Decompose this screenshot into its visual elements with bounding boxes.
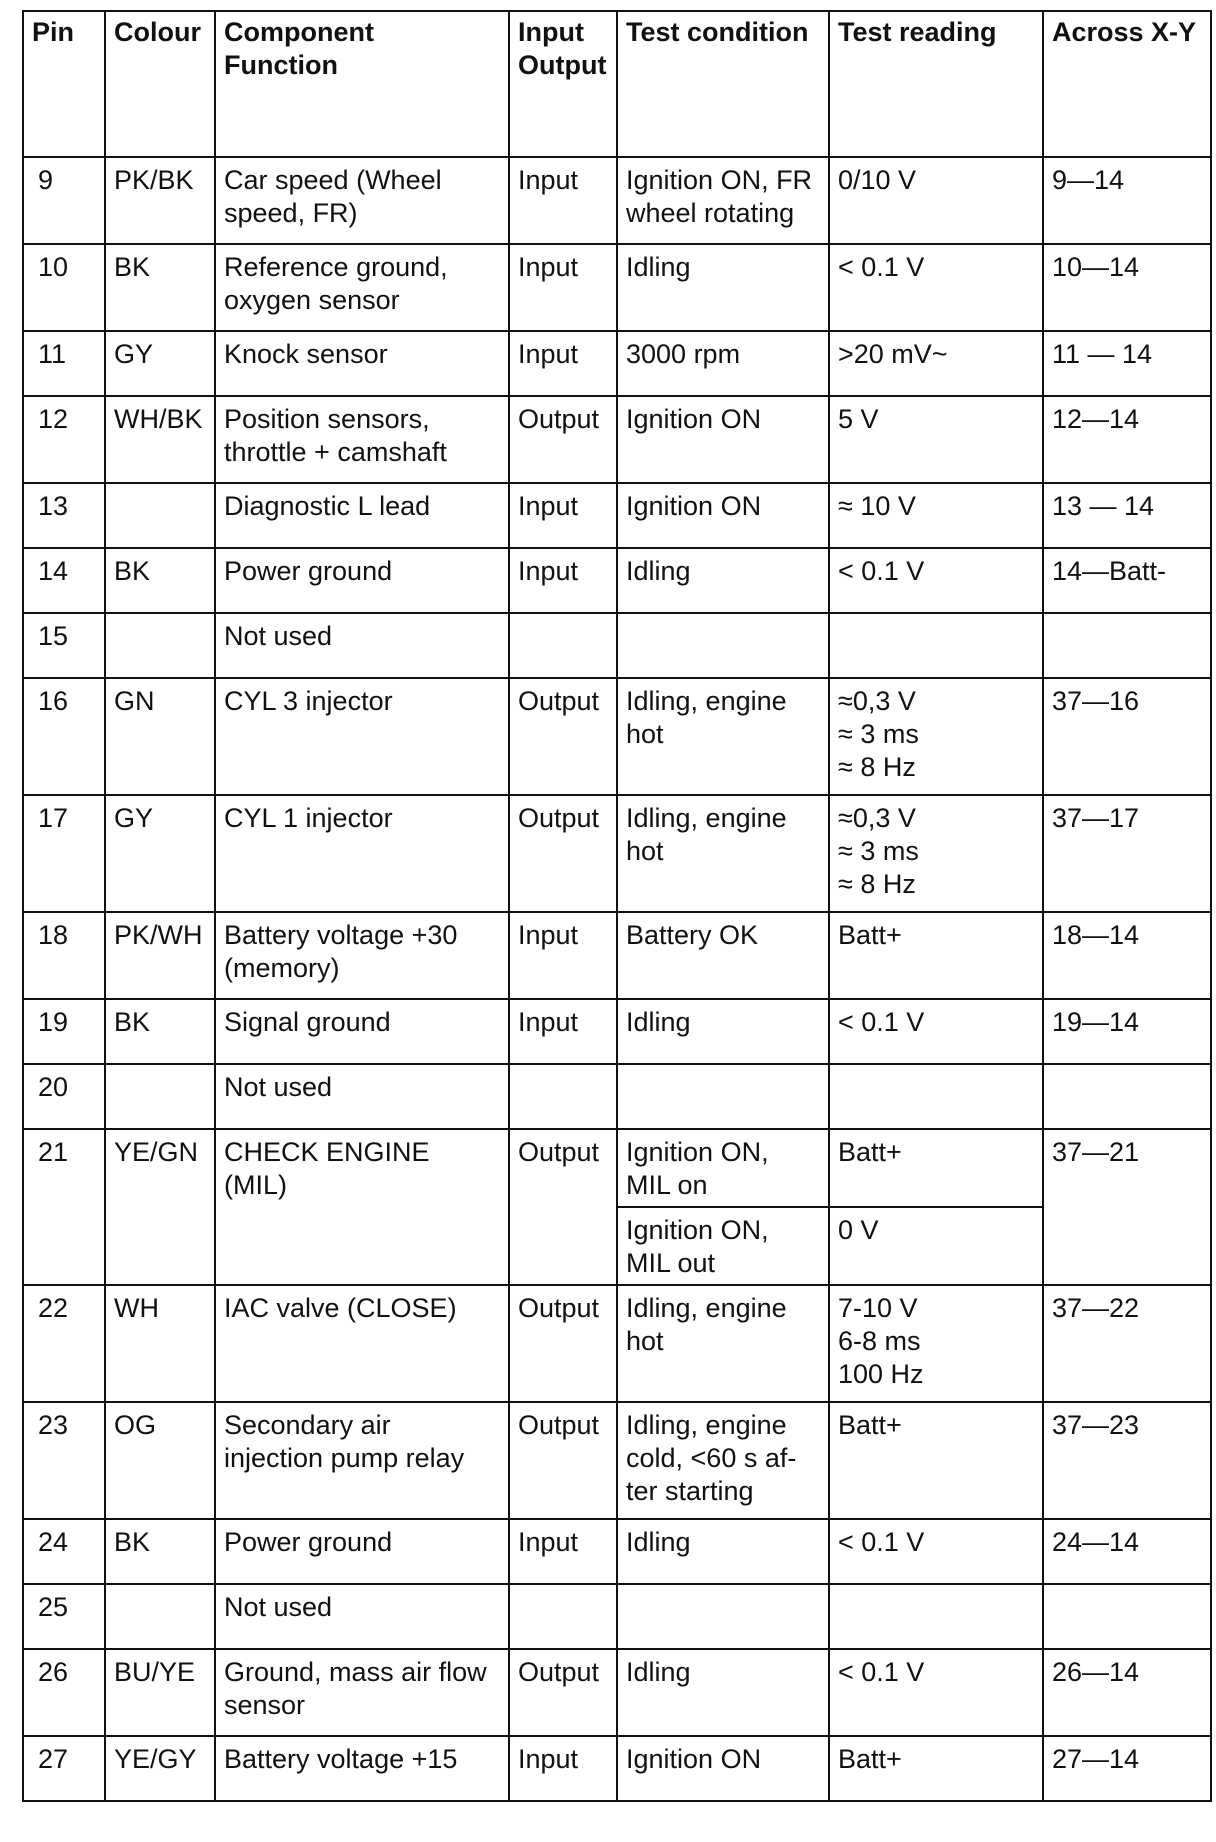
- reading-line: 5 V: [838, 404, 879, 434]
- io-cell: Input: [509, 999, 617, 1064]
- function-line: Reference ground,: [224, 252, 448, 282]
- pin-cell: 14: [23, 548, 105, 613]
- colour-cell: BK: [105, 999, 215, 1064]
- condition-cell: [617, 1649, 829, 1736]
- reading-line: 6-8 ms: [838, 1326, 921, 1356]
- condition-line: hot: [626, 1326, 664, 1356]
- table-row: [23, 483, 1211, 548]
- reading-cell: [829, 483, 1043, 548]
- table-row: [23, 1584, 1211, 1649]
- io-cell: Input: [509, 1519, 617, 1584]
- table-row: [23, 1519, 1211, 1584]
- across-cell: 14—Batt-: [1043, 548, 1211, 613]
- function-cell: [215, 912, 509, 999]
- function-line: injection pump relay: [224, 1443, 465, 1473]
- function-line: Not used: [224, 1072, 333, 1102]
- condition-line: wheel rotating: [626, 198, 795, 228]
- header-function-line: Function: [224, 50, 338, 80]
- function-cell: [215, 157, 509, 244]
- condition-line: Idling: [626, 252, 691, 282]
- function-cell: [215, 244, 509, 331]
- table-row: [23, 999, 1211, 1064]
- reading-line: ≈ 8 Hz: [838, 752, 916, 782]
- reading-cell: [829, 396, 1043, 483]
- function-cell: [215, 331, 509, 396]
- reading-line: < 0.1 V: [838, 1657, 925, 1687]
- condition-cell: [617, 483, 829, 548]
- pin-test-table-sheet: [22, 10, 1210, 1802]
- function-line: oxygen sensor: [224, 285, 400, 315]
- function-line: (memory): [224, 953, 340, 983]
- pin-cell: 24: [23, 1519, 105, 1584]
- colour-cell: GY: [105, 331, 215, 396]
- condition-cell: [617, 1285, 829, 1402]
- reading-line: 0/10 V: [838, 165, 917, 195]
- reading-line: 7-10 V: [838, 1293, 918, 1323]
- colour-cell: WH/BK: [105, 396, 215, 483]
- across-cell: 37—16: [1043, 678, 1211, 795]
- condition-line: Ignition ON,: [626, 1215, 769, 1245]
- reading-cell: [829, 244, 1043, 331]
- condition-cell: [617, 613, 829, 678]
- colour-cell: PK/BK: [105, 157, 215, 244]
- io-cell: Input: [509, 1736, 617, 1801]
- function-line: Battery voltage +15: [224, 1744, 458, 1774]
- condition-cell: [617, 244, 829, 331]
- pin-test-table: [22, 10, 1212, 1802]
- condition-cell: [617, 1207, 829, 1285]
- function-line: Position sensors,: [224, 404, 430, 434]
- reading-cell: [829, 1519, 1043, 1584]
- reading-line: Batt+: [838, 1137, 902, 1167]
- condition-cell: [617, 912, 829, 999]
- condition-line: 3000 rpm: [626, 339, 741, 369]
- condition-cell: [617, 1129, 829, 1207]
- reading-line: < 0.1 V: [838, 252, 925, 282]
- condition-line: Ignition ON: [626, 404, 762, 434]
- pin-cell: 17: [23, 795, 105, 912]
- condition-line: cold, <60 s af-: [626, 1443, 797, 1473]
- io-cell: Input: [509, 157, 617, 244]
- function-line: Ground, mass air flow: [224, 1657, 487, 1687]
- function-cell: [215, 795, 509, 912]
- reading-cell: [829, 157, 1043, 244]
- io-cell: Input: [509, 912, 617, 999]
- io-cell: Input: [509, 244, 617, 331]
- header-component-function: [215, 11, 509, 157]
- function-line: speed, FR): [224, 198, 358, 228]
- reading-cell: [829, 613, 1043, 678]
- across-cell: 10—14: [1043, 244, 1211, 331]
- reading-cell: [829, 1736, 1043, 1801]
- condition-line: Idling: [626, 1527, 691, 1557]
- colour-cell: [105, 613, 215, 678]
- function-cell: [215, 678, 509, 795]
- condition-cell: [617, 1584, 829, 1649]
- condition-line: Idling, engine: [626, 686, 787, 716]
- colour-cell: GN: [105, 678, 215, 795]
- function-cell: [215, 1649, 509, 1736]
- reading-cell: [829, 331, 1043, 396]
- function-cell: [215, 483, 509, 548]
- across-cell: 37—17: [1043, 795, 1211, 912]
- colour-cell: WH: [105, 1285, 215, 1402]
- condition-cell: [617, 1402, 829, 1519]
- io-cell: Output: [509, 1285, 617, 1402]
- table-row: [23, 1402, 1211, 1519]
- across-cell: 11 — 14: [1043, 331, 1211, 396]
- reading-line: ≈ 3 ms: [838, 836, 919, 866]
- reading-line: < 0.1 V: [838, 556, 925, 586]
- across-cell: [1043, 1584, 1211, 1649]
- reading-line: ≈0,3 V: [838, 803, 916, 833]
- header-component-line: Component: [224, 17, 374, 47]
- condition-cell: [617, 999, 829, 1064]
- condition-cell: [617, 795, 829, 912]
- colour-cell: BU/YE: [105, 1649, 215, 1736]
- condition-line: Ignition ON,: [626, 1137, 769, 1167]
- colour-cell: BK: [105, 1519, 215, 1584]
- function-line: CHECK ENGINE: [224, 1137, 430, 1167]
- colour-cell: BK: [105, 548, 215, 613]
- io-cell: Output: [509, 1649, 617, 1736]
- table-row: [23, 1064, 1211, 1129]
- colour-cell: YE/GN: [105, 1129, 215, 1285]
- header-test-condition: Test condition: [617, 11, 829, 157]
- function-line: Knock sensor: [224, 339, 388, 369]
- io-cell: Output: [509, 1129, 617, 1285]
- table-row: [23, 331, 1211, 396]
- function-cell: [215, 1736, 509, 1801]
- condition-line: MIL out: [626, 1248, 716, 1278]
- condition-line: Battery OK: [626, 920, 759, 950]
- io-cell: Output: [509, 1402, 617, 1519]
- pin-cell: 20: [23, 1064, 105, 1129]
- reading-cell: [829, 1207, 1043, 1285]
- colour-cell: [105, 1584, 215, 1649]
- reading-cell: [829, 1129, 1043, 1207]
- pin-cell: 10: [23, 244, 105, 331]
- io-cell: [509, 613, 617, 678]
- reading-line: >20 mV~: [838, 339, 948, 369]
- io-cell: [509, 1584, 617, 1649]
- across-cell: 24—14: [1043, 1519, 1211, 1584]
- condition-line: Ignition ON: [626, 1744, 762, 1774]
- reading-line: ≈ 8 Hz: [838, 869, 916, 899]
- condition-cell: [617, 678, 829, 795]
- across-cell: 12—14: [1043, 396, 1211, 483]
- reading-cell: [829, 1402, 1043, 1519]
- reading-cell: [829, 795, 1043, 912]
- reading-cell: [829, 912, 1043, 999]
- io-cell: Output: [509, 795, 617, 912]
- header-output-line: Output: [518, 50, 607, 80]
- pin-cell: 19: [23, 999, 105, 1064]
- reading-line: ≈ 10 V: [838, 491, 916, 521]
- function-line: Not used: [224, 621, 333, 651]
- reading-line: ≈ 3 ms: [838, 719, 919, 749]
- function-line: CYL 3 injector: [224, 686, 393, 716]
- function-cell: [215, 396, 509, 483]
- function-line: Signal ground: [224, 1007, 391, 1037]
- reading-line: ≈0,3 V: [838, 686, 916, 716]
- reading-cell: [829, 678, 1043, 795]
- across-cell: 37—22: [1043, 1285, 1211, 1402]
- reading-line: Batt+: [838, 1410, 902, 1440]
- reading-line: < 0.1 V: [838, 1527, 925, 1557]
- function-line: Secondary air: [224, 1410, 391, 1440]
- table-row: [23, 396, 1211, 483]
- reading-line: Batt+: [838, 920, 902, 950]
- table-row: [23, 157, 1211, 244]
- pin-cell: 26: [23, 1649, 105, 1736]
- condition-line: Ignition ON: [626, 491, 762, 521]
- condition-line: Idling: [626, 556, 691, 586]
- pin-cell: 16: [23, 678, 105, 795]
- header-across: Across X-Y: [1043, 11, 1211, 157]
- condition-line: MIL on: [626, 1170, 708, 1200]
- reading-cell: [829, 548, 1043, 613]
- pin-cell: 27: [23, 1736, 105, 1801]
- across-cell: 13 — 14: [1043, 483, 1211, 548]
- condition-line: Idling, engine: [626, 803, 787, 833]
- header-test-reading: Test reading: [829, 11, 1043, 157]
- condition-cell: [617, 331, 829, 396]
- colour-cell: BK: [105, 244, 215, 331]
- reading-cell: [829, 1285, 1043, 1402]
- across-cell: 19—14: [1043, 999, 1211, 1064]
- function-line: sensor: [224, 1690, 306, 1720]
- pin-cell: 25: [23, 1584, 105, 1649]
- function-line: IAC valve (CLOSE): [224, 1293, 457, 1323]
- function-cell: [215, 999, 509, 1064]
- io-cell: [509, 1064, 617, 1129]
- table-row: [23, 678, 1211, 795]
- reading-line: 100 Hz: [838, 1359, 924, 1389]
- across-cell: 37—21: [1043, 1129, 1211, 1285]
- function-cell: [215, 1064, 509, 1129]
- pin-cell: 15: [23, 613, 105, 678]
- across-cell: 18—14: [1043, 912, 1211, 999]
- condition-line: Idling: [626, 1007, 691, 1037]
- reading-cell: [829, 999, 1043, 1064]
- colour-cell: OG: [105, 1402, 215, 1519]
- condition-line: ter starting: [626, 1476, 754, 1506]
- function-line: throttle + camshaft: [224, 437, 447, 467]
- pin-cell: 23: [23, 1402, 105, 1519]
- header-input-line: Input: [518, 17, 584, 47]
- function-cell: [215, 1584, 509, 1649]
- condition-line: Idling, engine: [626, 1410, 787, 1440]
- pin-cell: 9: [23, 157, 105, 244]
- condition-line: Ignition ON, FR: [626, 165, 813, 195]
- colour-cell: GY: [105, 795, 215, 912]
- condition-cell: [617, 157, 829, 244]
- pin-cell: 12: [23, 396, 105, 483]
- function-line: Diagnostic L lead: [224, 491, 431, 521]
- io-cell: Output: [509, 678, 617, 795]
- header-input-output: [509, 11, 617, 157]
- pin-cell: 21: [23, 1129, 105, 1285]
- table-row: [23, 613, 1211, 678]
- condition-cell: [617, 1736, 829, 1801]
- table-row: [23, 1129, 1211, 1207]
- io-cell: Input: [509, 483, 617, 548]
- across-cell: 27—14: [1043, 1736, 1211, 1801]
- table-row: [23, 548, 1211, 613]
- pin-cell: 11: [23, 331, 105, 396]
- colour-cell: [105, 483, 215, 548]
- across-cell: [1043, 1064, 1211, 1129]
- function-cell: [215, 1129, 509, 1285]
- table-row: [23, 1285, 1211, 1402]
- function-line: Battery voltage +30: [224, 920, 458, 950]
- io-cell: Input: [509, 331, 617, 396]
- io-cell: Output: [509, 396, 617, 483]
- table-row: [23, 795, 1211, 912]
- table-header: [23, 11, 1211, 157]
- condition-cell: [617, 1519, 829, 1584]
- function-cell: [215, 1285, 509, 1402]
- table-row: [23, 1649, 1211, 1736]
- function-line: CYL 1 injector: [224, 803, 393, 833]
- condition-cell: [617, 1064, 829, 1129]
- header-pin: Pin: [23, 11, 105, 157]
- reading-cell: [829, 1064, 1043, 1129]
- colour-cell: YE/GY: [105, 1736, 215, 1801]
- reading-cell: [829, 1649, 1043, 1736]
- condition-cell: [617, 396, 829, 483]
- condition-cell: [617, 548, 829, 613]
- reading-line: Batt+: [838, 1744, 902, 1774]
- reading-line: 0 V: [838, 1215, 879, 1245]
- pin-cell: 22: [23, 1285, 105, 1402]
- pin-cell: 13: [23, 483, 105, 548]
- table-row: [23, 244, 1211, 331]
- across-cell: 37—23: [1043, 1402, 1211, 1519]
- function-cell: [215, 548, 509, 613]
- table-row: [23, 1736, 1211, 1801]
- function-cell: [215, 1402, 509, 1519]
- function-cell: [215, 613, 509, 678]
- io-cell: Input: [509, 548, 617, 613]
- colour-cell: PK/WH: [105, 912, 215, 999]
- condition-line: Idling: [626, 1657, 691, 1687]
- function-line: Car speed (Wheel: [224, 165, 442, 195]
- across-cell: [1043, 613, 1211, 678]
- header-colour: Colour: [105, 11, 215, 157]
- across-cell: 26—14: [1043, 1649, 1211, 1736]
- reading-line: < 0.1 V: [838, 1007, 925, 1037]
- table-body: [23, 157, 1211, 1801]
- function-line: (MIL): [224, 1170, 287, 1200]
- condition-line: hot: [626, 719, 664, 749]
- reading-cell: [829, 1584, 1043, 1649]
- function-line: Not used: [224, 1592, 333, 1622]
- across-cell: 9—14: [1043, 157, 1211, 244]
- pin-cell: 18: [23, 912, 105, 999]
- table-row: [23, 912, 1211, 999]
- condition-line: hot: [626, 836, 664, 866]
- colour-cell: [105, 1064, 215, 1129]
- function-line: Power ground: [224, 556, 393, 586]
- condition-line: Idling, engine: [626, 1293, 787, 1323]
- function-cell: [215, 1519, 509, 1584]
- function-line: Power ground: [224, 1527, 393, 1557]
